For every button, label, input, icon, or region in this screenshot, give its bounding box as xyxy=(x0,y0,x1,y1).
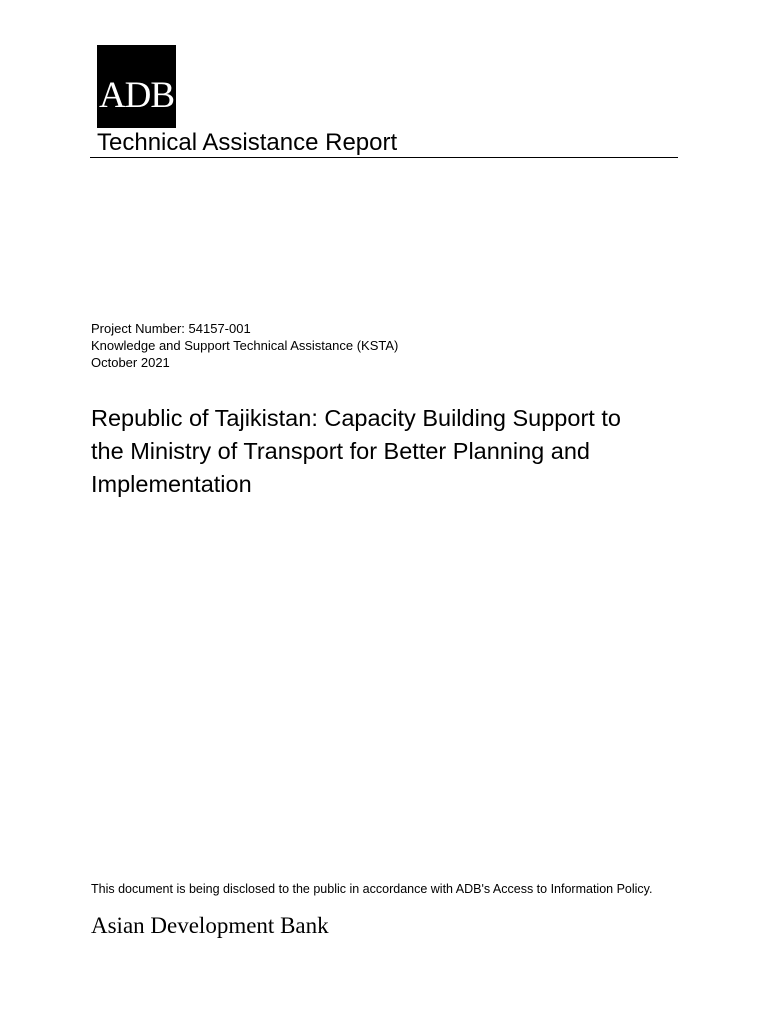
ta-type: Knowledge and Support Technical Assistance (KSTA) xyxy=(91,338,399,353)
report-type-heading: Technical Assistance Report xyxy=(97,129,398,156)
organization-name: Asian Development Bank xyxy=(91,913,329,938)
report-date: October 2021 xyxy=(91,355,170,370)
document-title-line: the Ministry of Transport for Better Planning and xyxy=(91,438,590,464)
document-title xyxy=(91,402,691,501)
disclosure-notice: This document is being disclosed to the public in accordance with ADB's Access to Information Policy. xyxy=(91,882,653,896)
heading-divider xyxy=(90,157,678,158)
document-title-line: Implementation xyxy=(91,471,252,497)
project-metadata xyxy=(91,320,398,371)
adb-logo xyxy=(97,45,176,128)
document-title-line: Republic of Tajikistan: Capacity Building Support to xyxy=(91,405,621,431)
adb-logo-text: ADB xyxy=(98,75,175,116)
project-number: Project Number: 54157-001 xyxy=(91,321,251,336)
